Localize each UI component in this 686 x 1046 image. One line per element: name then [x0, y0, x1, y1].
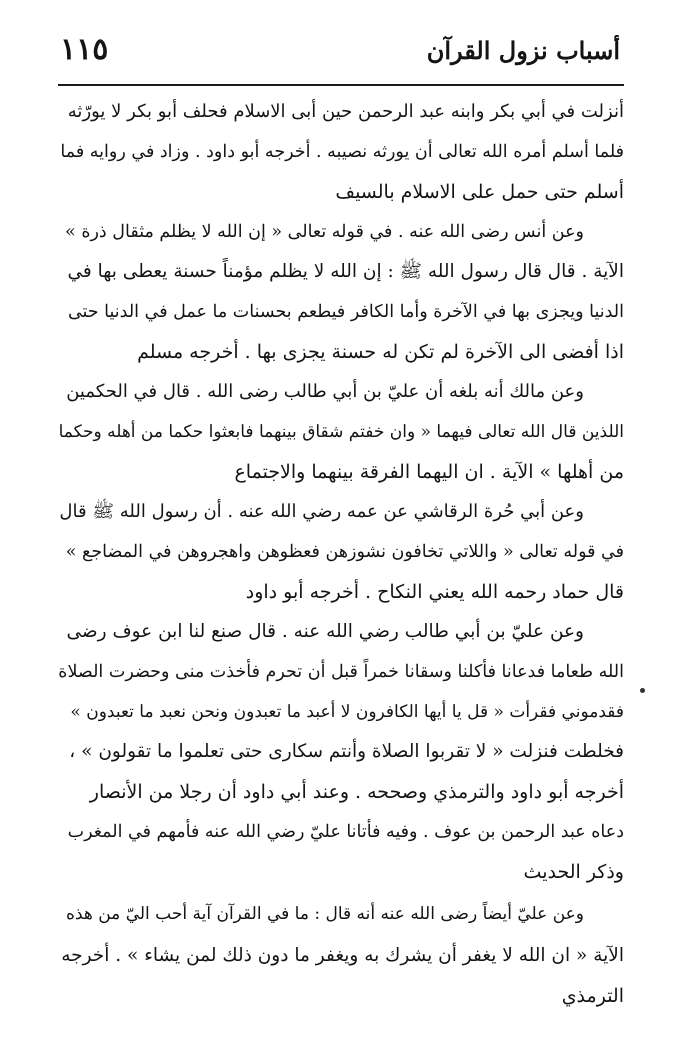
text-line: فخلطت فنزلت « لا تقربوا الصلاة وأنتم سكارى حتى تعلموا ما تقولون » ، [69, 741, 624, 762]
text-line: وعن أنس رضى الله عنه . في قوله تعالى « إن الله لا يظلم مثقال ذرة » [65, 222, 584, 242]
page-header [60, 30, 620, 80]
text-line: أخرجه أبو داود والترمذي وصححه . وعند أبي داود أن رجلا من الأنصار [89, 781, 624, 803]
margin-dot [640, 688, 645, 693]
text-line: الآية . قال قال رسول الله ﷺ : إن الله لا يظلم مؤمناً حسنة يعطى بها في [67, 261, 624, 282]
text-line: وعن عليّ أيضاً رضى الله عنه أنه قال : ما في القرآن آية أحب اليّ من هذه [66, 904, 584, 924]
text-line: أسلم حتى حمل على الاسلام بالسيف [335, 181, 624, 203]
text-line: في قوله تعالى « واللاتي تخافون نشوزهن فعظوهن واهجروهن في المضاجع » [65, 542, 624, 562]
running-title: أسباب نزول القرآن [426, 36, 620, 65]
text-line: قال حماد رحمه الله يعني النكاح . أخرجه أبو داود [245, 581, 624, 603]
text-line: اللذين قال الله تعالى فيهما « وان خفتم شقاق بينهما فابعثوا حكما من أهله وحكما [58, 422, 624, 442]
body-text [58, 92, 624, 1016]
text-line: الدنيا ويجزى بها في الآخرة وأما الكافر فيطعم بحسنات ما عمل في الدنيا حتى [67, 302, 624, 322]
text-line: اذا أفضى الى الآخرة لم تكن له حسنة يجزى بها . أخرجه مسلم [137, 341, 624, 363]
text-line: وذكر الحديث [523, 861, 624, 883]
header-rule [58, 84, 624, 86]
text-line: وعن عليّ بن أبي طالب رضي الله عنه . قال صنع لنا ابن عوف رضى [66, 621, 584, 642]
page-number: ١١٥ [60, 32, 109, 67]
text-line: من أهلها » الآية . ان اليهما الفرقة بينهما والاجتماع [234, 461, 624, 483]
text-line: وعن أبي حُرة الرقاشي عن عمه رضي الله عنه . أن رسول الله ﷺ قال [59, 501, 584, 522]
text-line: فقدموني فقرأت « قل يا أيها الكافرون لا أعبد ما تعبدون ونحن نعبد ما تعبدون » [70, 702, 624, 722]
text-line: الترمذي [561, 985, 624, 1007]
text-line: الآية « ان الله لا يغفر أن يشرك به ويغفر ما دون ذلك لمن يشاء » . أخرجه [61, 945, 624, 966]
text-line: دعاه عبد الرحمن بن عوف . وفيه فأتانا عليّ رضي الله عنه فأمهم في المغرب [67, 822, 624, 842]
text-line: أنزلت في أبي بكر وابنه عبد الرحمن حين أبى الاسلام فحلف أبو بكر لا يورّثه [67, 101, 624, 122]
text-line: فلما أسلم أمره الله تعالى أن يورثه نصيبه . أخرجه أبو داود . وزاد في روايه فما [60, 142, 624, 162]
text-line: الله طعاما فدعانا فأكلنا وسقانا خمراً قبل أن تحرم فأخذت منى وحضرت الصلاة [58, 662, 624, 682]
text-line: وعن مالك أنه بلغه أن عليّ بن أبي طالب رضى الله . قال في الحكمين [66, 381, 584, 402]
